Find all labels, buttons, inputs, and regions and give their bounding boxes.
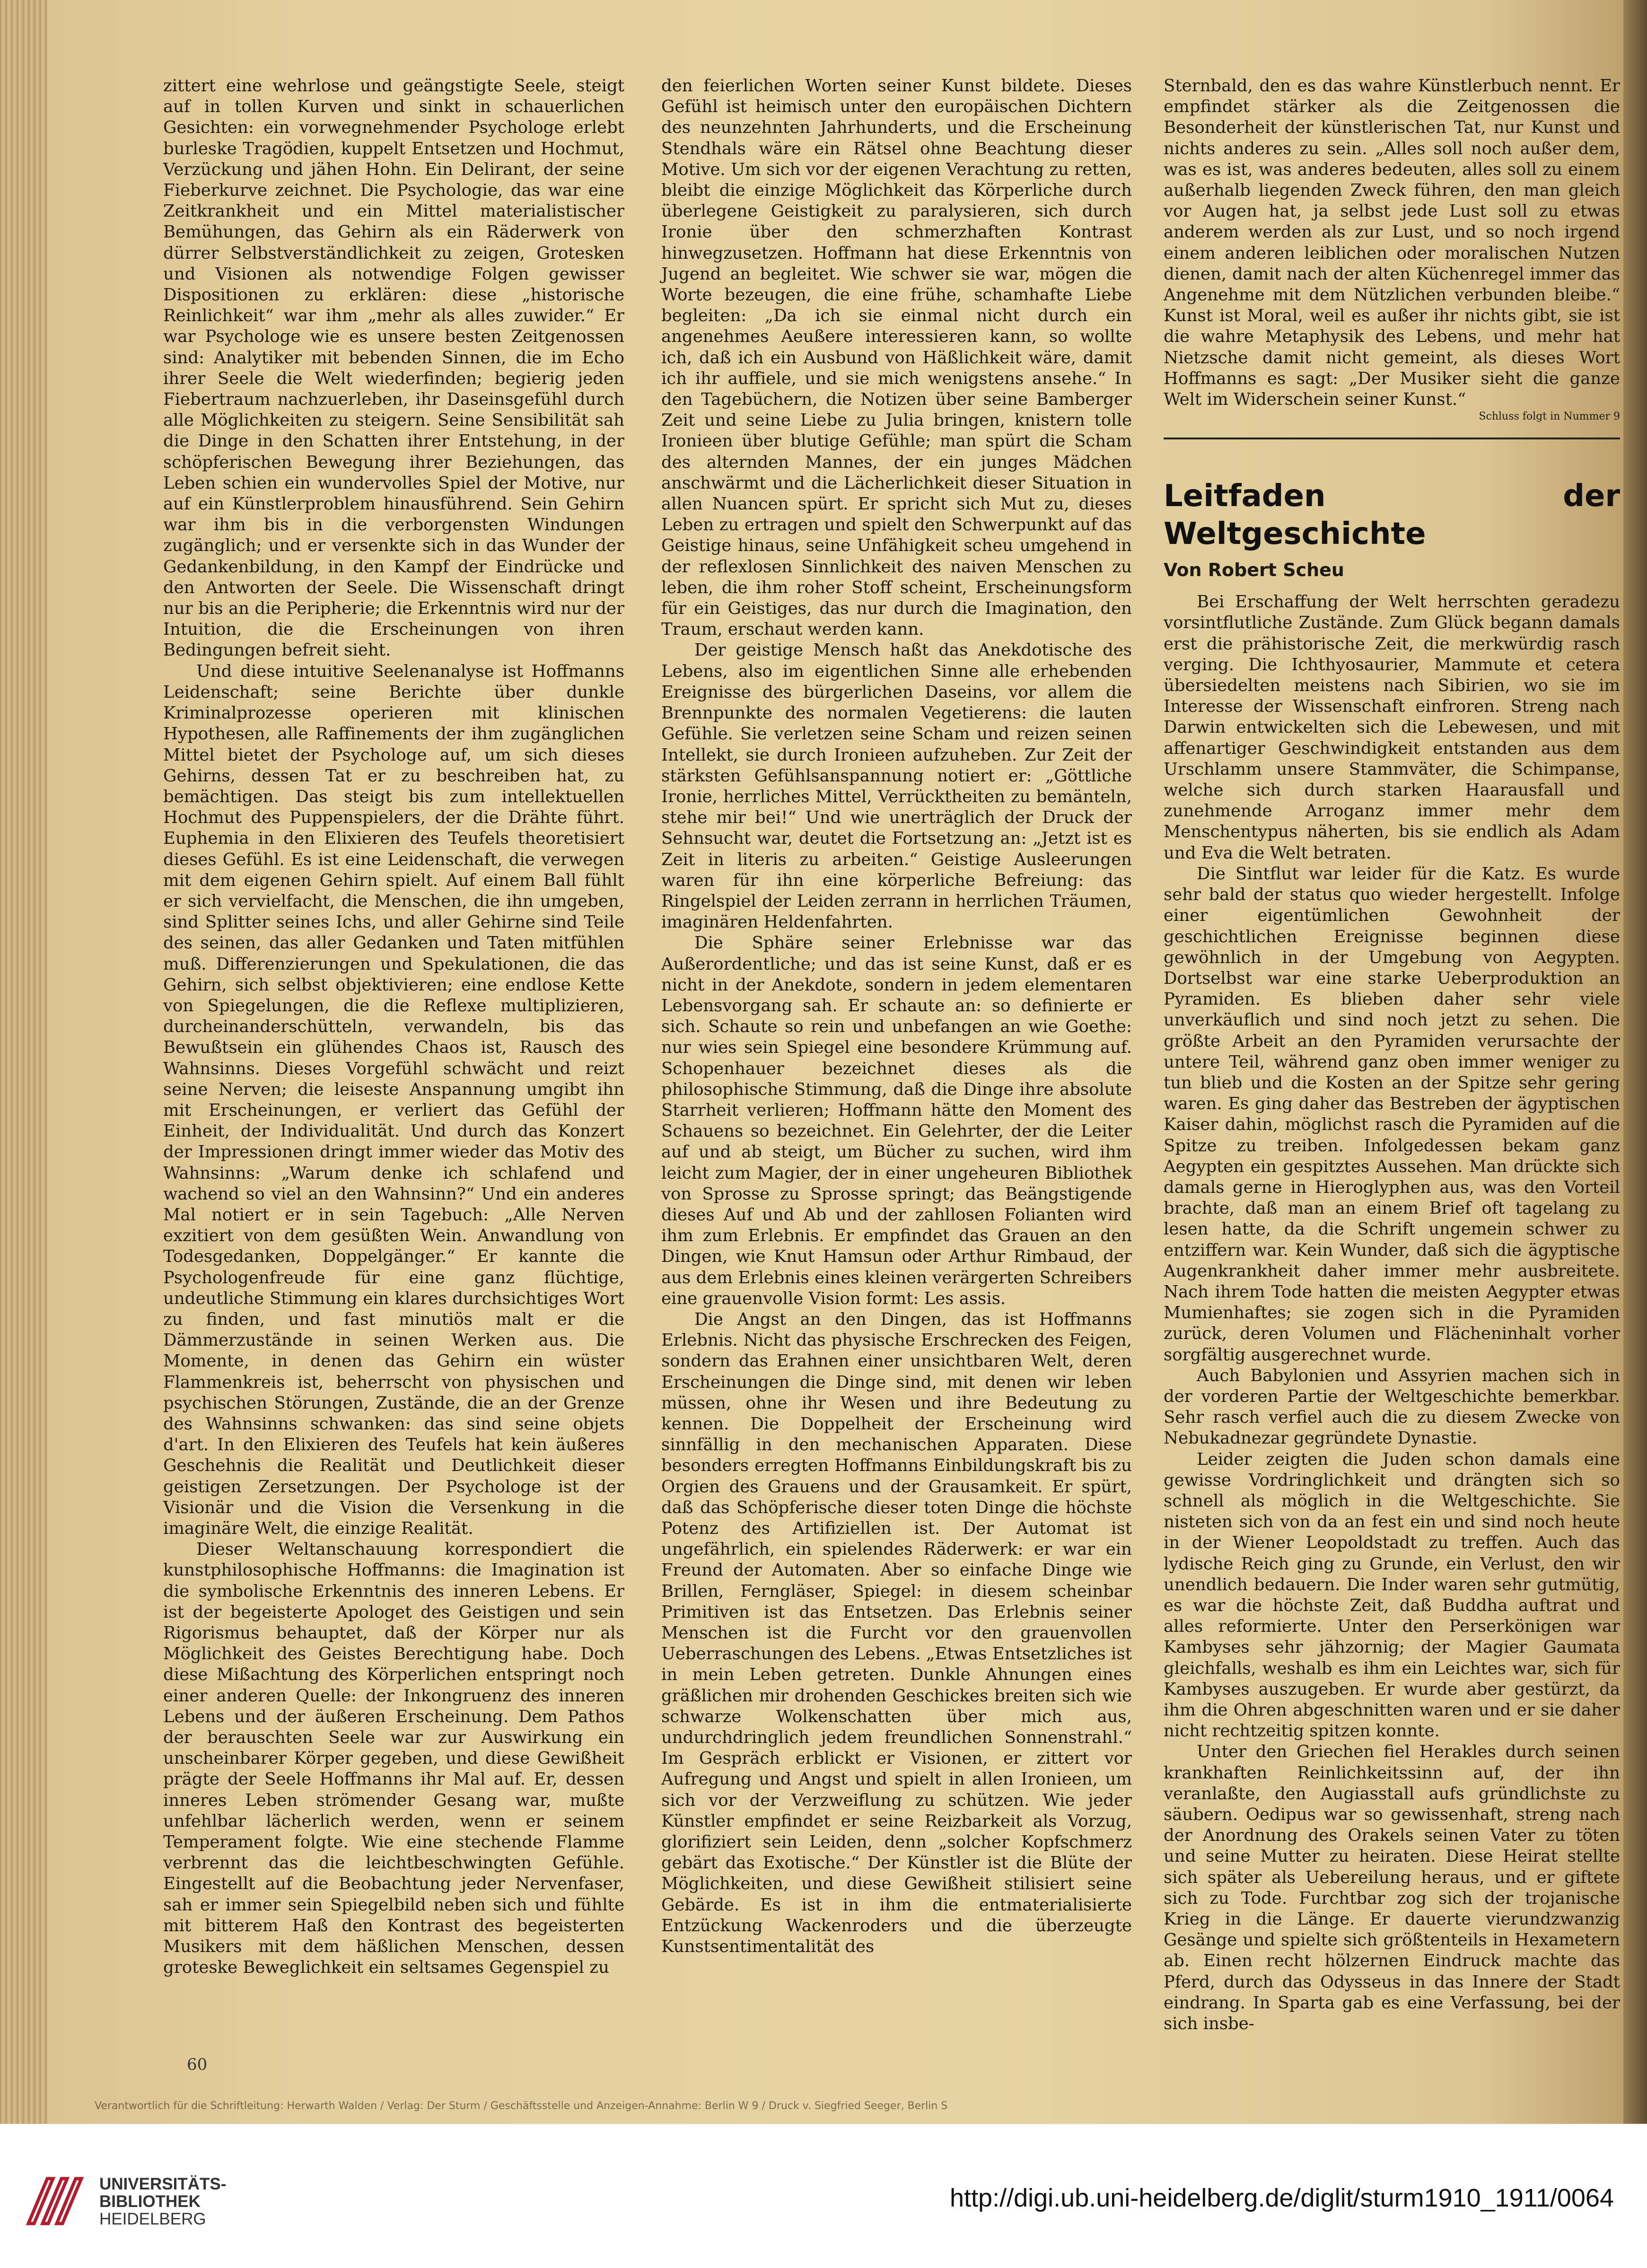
article-divider (1164, 438, 1620, 439)
paragraph: Auch Babylonien und Assyrien machen sich in der vorderen Partie der Weltgeschichte bemerkbar. Sehr rasch verfiel auch die zu diesem Zwecke von Nebukadnezar gegründete Dynastie. (1164, 1366, 1620, 1448)
paragraph: Bei Erschaffung der Welt herrschten geradezu vorsintflutliche Zustände. Zum Glück begann damals erst die prähistorische Zeit, die merkwürdig rasch verging. Die Ichthyosaurier, Mammute et cetera übersiedelten meistens nach Sibirien, wo sie im Interesse der Wissenschaft einfroren. Streng nach Darwin entwickelten sich die Lebewesen, und mit affenartiger Geschwindigkeit entstanden aus dem Urschlamm unsere Stammväter, die Schimpanse, welche sich durch starken Haarausfall und zunehmende Arroganz immer mehr dem Menschentypus näherten, bis sie endlich als Adam und Eva die Welt betraten. (1164, 592, 1620, 863)
footer-imprint: Verantwortlich für die Schriftleitung: Herwarth Walden / Verlag: Der Sturm / Geschäftsstelle und Anzeigen-Annahme: Berlin W 9 / Druck v. Siegfried Seeger, Berlin S (95, 2100, 948, 2112)
article-title: Leitfaden der Weltgeschichte (1164, 479, 1620, 552)
library-footer-bar (0, 2124, 1647, 2268)
stacked-page-edges (0, 0, 47, 2124)
column-middle (661, 76, 1132, 1957)
library-name-line: HEIDELBERG (99, 2210, 206, 2228)
library-name-line: BIBLIOTHEK (99, 2192, 201, 2211)
paragraph: Die Angst an den Dingen, das ist Hoffmanns Erlebnis. Nicht das physische Erschrecken des Feigen, sondern das Erahnen einer unsichtbaren Welt, deren Erscheinungen die Dinge sind, mit denen wir leben müssen, ohne ihr Wesen und ihre Bedeutung zu kennen. Die Doppelheit der Erscheinung wird sinnfällig in den mechanischen Apparaten. Diese besonders erregten Hoffmanns Einbildungskraft bis zu Orgien des Grauens und der Grausamkeit. Er spürt, daß das Schöpferische dieser toten Dinge die höchste Potenz des Artifiziellen ist. Der Automat ist ungefährlich, ein spielendes Räderwerk: er war ein Freund der Automaten. Aber so einfache Dinge wie Brillen, Ferngläser, Spiegel: in diesem scheinbar Primitiven ist das Entsetzen. Das Erlebnis seiner Menschen ist die Furcht vor den grauenvollen Ueberraschungen des Lebens. „Etwas Entsetzliches ist in mein Leben getreten. Dunkle Ahnungen eines gräßlichen mir drohenden Geschickes breiten sich wie schwarze Wolkenschatten über mich aus, undurchdringlich jedem freundlichen Sonnenstrahl.“ Im Gespräch erblickt er Visionen, er zittert vor Aufregung und Angst und spielt in allen Ironieen, um sich vor der Verzweiflung zu schützen. Wie jeder Künstler empfindet er seine Reizbarkeit als Vorzug, glorifiziert sein Leiden, denn „solcher Kopfschmerz gebärt das Exotische.“ Der Künstler ist die Blüte der Möglichkeiten, und diese Gewißheit stilisiert seine Gebärde. Es ist in ihm die entmaterialisierte Entzückung Wackenroders und die überzeugte Kunstsentimentalität des (661, 1309, 1132, 1957)
column-left (163, 76, 624, 1978)
permalink-url[interactable]: http://digi.ub.uni-heidelberg.de/diglit/sturm1910_1911/0064 (950, 2184, 1614, 2212)
library-name (99, 2175, 226, 2228)
paragraph: Leider zeigten die Juden schon damals eine gewisse Vordringlichkeit und drängten sich so schnell als möglich in die Weltgeschichte. Sie nisteten sich von da an fest ein und sind noch heute in der Wiener Leopoldstadt zu treffen. Auch das lydische Reich ging zu Grunde, ein Verlust, den wir unendlich bedauern. Die Inder waren sehr gutmütig, es war die höchste Zeit, daß Buddha auftrat und alles reformierte. Unter den Perserkönigen war Kambyses sehr jähzornig; der Magier Gaumata gleichfalls, weshalb es ihm ein Leichtes war, sich für Kambyses auszugeben. Er wurde aber gestürzt, da ihm die Ohren abgeschnitten waren und er sie daher nicht rechtzeitig spitzen konnte. (1164, 1449, 1620, 1741)
paragraph: Sternbald, den es das wahre Künstlerbuch nennt. Er empfindet stärker als die Zeitgenossen die Besonderheit der künstlerischen Tat, nur Kunst und nichts anderes zu sein. „Alles soll noch außer dem, was es ist, was anderes bedeuten, alles soll zu einem außerhalb liegenden Zweck führen, den man gleich vor Augen hat, ja selbst jede Lust soll zu etwas anderem werden als zur Lust, und so noch irgend einem anderen leiblichen oder moralischen Nutzen dienen, damit nach der alten Küchenregel immer das Angenehme mit dem Nützlichen verbunden bleibe.“ Kunst ist Moral, weil es außer ihr nichts gibt, sie ist die wahre Metaphysik des Lebens, und mehr hat Nietzsche damit nicht gemeint, als dieses Wort Hoffmanns es sagt: „Der Musiker sieht die ganze Welt im Widerschein seiner Kunst.“ (1164, 76, 1620, 410)
library-logo-icon (24, 2172, 90, 2228)
column-right (1164, 76, 1620, 2034)
binding-edge (1623, 0, 1647, 2124)
paragraph: Die Sintflut war leider für die Katz. Es wurde sehr bald der status quo wieder hergestellt. Infolge einer eigentümlichen Gewohnheit der geschichtlichen Ereignisse beginnen diese gewöhnlich in der Umgebung von Aegypten. Dortselbst war eine starke Ueberproduktion an Pyramiden. Es blieben daher sehr viele unverkäuflich und sind noch jetzt zu sehen. Die größte Arbeit an den Pyramiden verursachte der untere Teil, während ganz oben immer weniger zu tun blieb und die Kosten an der Spitze sehr gering waren. Es ging daher das Bestreben der ägyptischen Kaiser dahin, möglichst rasch die Pyramiden auf die Spitze zu treiben. Infolgedessen bekam ganz Aegypten ein gespitztes Aussehen. Man drückte sich damals gerne in Hieroglyphen aus, was den Vorteil brachte, daß man an einem Brief oft tagelang zu lesen hatte, da die Schrift ungemein schwer zu entziffern war. Kein Wunder, daß sich die ägyptische Augenkrankheit daher immer mehr ausbreitete. Nach ihrem Tode hatten die meisten Aegypter etwas Mumienhaftes; sie zogen sich in die Pyramiden zurück, deren Volumen und Flächeninhalt vorher sorgfältig ausgerechnet wurde. (1164, 864, 1620, 1365)
paragraph: zittert eine wehrlose und geängstigte Seele, steigt auf in tollen Kurven und sinkt in schauerlichen Gesichten: ein vorwegnehmender Psychologe erlebt burleske Tragödien, kuppelt Entsetzen und Hochmut, Verzückung und jähen Hohn. Ein Delirant, der seine Fieberkurve zeichnet. Die Psychologie, das war eine Zeitkrankheit und ein Mittel materialistischer Bemühungen, das Gehirn als ein Räderwerk von dürrer Selbstverständlichkeit zu zeigen, Grotesken und Visionen als notwendige Folgen gewisser Dispositionen zu erklären: diese „historische Reinlichkeit“ war ihm „mehr als alles zuwider.“ Er war Psychologe wie es unsere besten Zeitgenossen sind: Analytiker mit bebenden Sinnen, die im Echo ihrer Seele die Welt wiederfinden; begierig jeden Fiebertraum nachzuerleben, ihr Daseinsgefühl durch alle Möglichkeiten zu steigern. Seine Sensibilität sah die Dinge in den Schatten ihrer Entstehung, in der schöpferischen Bewegung ihrer Beziehungen, das Leben schien ein wundervolles Spiel der Motive, nur auf ein Künstlerproblem hinausführend. Sein Gehirn war ihm bis in die verborgensten Windungen zugänglich; und er versenkte sich in das Wunder der Gedankenbildung, in den Kampf der Eindrücke und den Antworten der Seele. Die Wissenschaft dringt nur bis an die Peripherie; die Erkenntnis wird nur der Intuition, die die Erscheinungen von ihren Bedingungen befreit sieht. (163, 76, 624, 660)
library-name-line: UNIVERSITÄTS- (99, 2175, 227, 2193)
paragraph: Dieser Weltanschauung korrespondiert die kunstphilosophische Hoffmanns: die Imagination ist die symbolische Erkenntnis des inneren Lebens. Er ist der begeisterte Apologet des Geistigen und sein Rigorismus behauptet, daß der Körper nur als Möglichkeit des Geistes Berechtigung habe. Doch diese Mißachtung des Körperlichen entspringt noch einer anderen Quelle: der Inkongruenz des inneren Lebens und der äußeren Erscheinung. Dem Pathos der berauschten Seele war zur Auswirkung ein unscheinbarer Körper gegeben, und diese Gewißheit prägte der Seele Hoffmanns ihr Mal auf. Er, dessen inneres Leben strömender Gesang war, mußte unfehlbar lächerlich werden, wenn er seinem Temperament folgte. Wie eine stechende Flamme verbrennt das die leichtbeschwingten Gefühle. Eingestellt auf die Beobachtung jeder Nervenfaser, sah er immer sein Spiegelbild neben sich und fühlte mit bitterem Haß den Kontrast des begeisterten Musikers mit dem häßlichen Menschen, dessen groteske Beweglichkeit ein seltsames Gegenspiel zu (163, 1540, 624, 1978)
continuation-note: Schluss folgt in Nummer 9 (1479, 411, 1620, 423)
paragraph: den feierlichen Worten seiner Kunst bildete. Dieses Gefühl ist heimisch unter den europäischen Dichtern des neunzehnten Jahrhunderts, und die Erscheinung Stendhals wäre ein Rätsel ohne Beachtung dieser Motive. Um sich vor der eigenen Verachtung zu retten, bleibt die einzige Möglichkeit das Körperliche durch überlegene Geistigkeit zu paralysieren, sich durch Ironie über den schmerzhaften Kontrast hinwegzusetzen. Hoffmann hat diese Erkenntnis von Jugend an begleitet. Wie schwer sie war, mögen die Worte bezeugen, die eine frühe, schamhafte Liebe begleiten: „Da ich sie einmal nicht durch ein angenehmes Aeußere interessieren kann, so wollte ich, daß ich ein Ausbund von Häßlichkeit wäre, damit ich ihr auffiele, und sie mich wenigstens ansehe.“ In den Tagebüchern, die Notizen über seine Bamberger Zeit und seine Liebe zu Julia bringen, knistern tolle Ironieen über blutige Gefühle; man spürt die Scham des alternden Mannes, der ein junges Mädchen anschwärmt und die Lächerlichkeit dieser Situation in allen Nuancen spürt. Er spricht sich Mut zu, dieses Leben zu ertragen und spielt den Schwerpunkt auf das Geistige hinaus, seine Unfähigkeit scheu umgehend in der reflexlosen Sinnlichkeit des naiven Menschen zu leben, die ihm roher Stoff scheint, Erscheinungsform für ein Geistiges, das nur durch die Imagination, den Traum, erschaut werden kann. (661, 76, 1132, 639)
paragraph: Der geistige Mensch haßt das Anekdotische des Lebens, also im eigentlichen Sinne alle erhebenden Ereignisse des bürgerlichen Daseins, vor allem die Brennpunkte des normalen Vegetierens: die lauten Gefühle. Sie verletzen seine Scham und reizen seinen Intellekt, sie durch Ironieen aufzuheben. Zur Zeit der stärksten Gefühlsanspannung notiert er: „Göttliche Ironie, herrliches Mittel, Verrücktheiten zu bemänteln, stehe mir bei!“ Und wie unerträglich der Druck der Sehnsucht war, deutet die Fortsetzung an: „Jetzt ist es Zeit in literis zu arbeiten.“ Geistige Ausleerungen waren für ihn eine körperliche Befreiung: das Ringelspiel der Leiden zerrann in herrlichen Träumen, imaginären Heldenfahrten. (661, 640, 1132, 932)
article-author: Von Robert Scheu (1164, 560, 1344, 581)
page-number: 60 (187, 2055, 208, 2074)
paragraph: Und diese intuitive Seelenanalyse ist Hoffmanns Leidenschaft; seine Berichte über dunkle Kriminalprozesse operieren mit klinischen Hypothesen, alle Raffinements der ihm zugänglichen Mittel bietet der Psychologe auf, um sich dieses Gehirns, dessen Tat er zu beschreiben hat, zu bemächtigen. Das steigt bis zum intellektuellen Hochmut des Puppenspielers, der die Drähte führt. Euphemia in den Elixieren des Teufels theoretisiert dieses Gefühl. Es ist eine Leidenschaft, die verwegen mit dem eigenen Gehirn spielt. Auf einem Ball fühlt er sich vervielfacht, die Menschen, die ihn umgeben, sind Splitter seines Ichs, und aller Gehirne sind Teile des seinen, das aller Gedanken und Taten mitfühlen muß. Differenzierungen und Spekulationen, die das Gehirn, sich selbst objektivieren; eine endlose Kette von Spiegelungen, die die Reflexe multiplizieren, durcheinanderschütteln, verwandeln, bis das Bewußtsein ein glühendes Chaos ist, Rausch des Wahnsinns. Dieses Vorgefühl schwächt und reizt seine Nerven; die leiseste Anspannung umgibt ihn mit Erscheinungen, er verliert das Gefühl der Einheit, der Individualität. Und durch das Konzert der Impressionen dringt immer wieder das Motiv des Wahnsinns: „Warum denke ich schlafend und wachend so viel an den Wahnsinn?“ Und ein anderes Mal notiert er in sein Tagebuch: „Alle Nerven exzitiert von dem gesüßten Wein. Anwandlung von Todesgedanken, Doppelgänger.“ Er kannte die Psychologenfreude für eine ganz flüchtige, undeutliche Stimmung ein klares durchsichtiges Wort zu finden, und fast minutiös malt er die Dämmerzustände in seinen Werken aus. Die Momente, in denen das Gehirn ein wüster Flammenkreis ist, beherrscht von physischen und psychischen Störungen, Zustände, die an der Grenze des Wahnsinns schwanken: das sind seine objets d'art. In den Elixieren des Teufels hat kein äußeres Geschehnis die Realität und Deutlichkeit dieser geistigen Zersetzungen. Der Psychologe ist der Visionär und die Vision die Versenkung in die imaginäre Welt, die einzige Realität. (163, 661, 624, 1539)
paragraph: Unter den Griechen fiel Herakles durch seinen krankhaften Reinlichkeitssinn auf, der ihn veranlaßte, den Augiasstall aufs gründlichste zu säubern. Oedipus war so gewissenhaft, streng nach der Anordnung des Orakels seinen Vater zu töten und seine Mutter zu heiraten. Diese Heirat stellte sich später als Uebereilung heraus, und er giftete sich zu Tode. Furchtbar zog sich der trojanische Krieg in die Länge. Er dauerte vierundzwanzig Gesänge und spielte sich größtenteils in Hexametern ab. Einen recht hölzernen Eindruck machte das Pferd, durch das Odysseus in das Innere der Stadt eindrang. In Sparta gab es eine Verfassung, bei der sich insbe- (1164, 1742, 1620, 2034)
paragraph: Die Sphäre seiner Erlebnisse war das Außerordentliche; und das ist seine Kunst, daß er es nicht in der Anekdote, sondern in jedem elementaren Lebensvorgang sah. Er schaute an: so definierte er sich. Schaute so rein und unbefangen an wie Goethe: nur wies sein Spiegel eine besondere Krümmung auf. Schopenhauer bezeichnet dieses als die philosophische Stimmung, daß die Dinge ihre absolute Starrheit verlieren; Hoffmann hätte den Moment des Schauens so bezeichnet. Ein Gelehrter, der die Leiter auf und ab steigt, um Bücher zu suchen, wird ihm leicht zum Magier, der in einer ungeheuren Bibliothek von Sprosse zu Sprosse springt; das Beängstigende dieses Auf und Ab und der zahllosen Folianten wird ihm zum Erlebnis. Er empfindet das Grauen an den Dingen, wie Knut Hamsun oder Arthur Rimbaud, der aus dem Erlebnis eines kleinen verärgerten Schreibers eine grauenvolle Vision formt: Les assis. (661, 933, 1132, 1308)
